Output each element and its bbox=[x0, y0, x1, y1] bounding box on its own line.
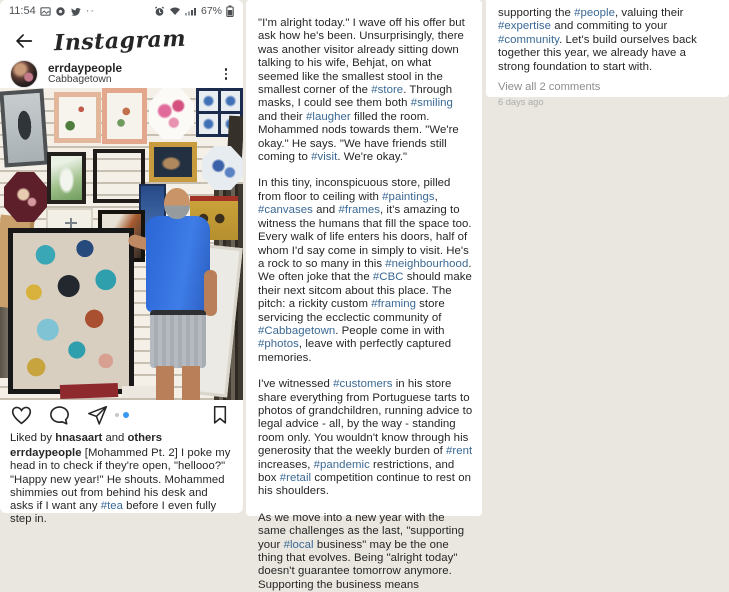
post-timestamp: 6 days ago bbox=[498, 97, 544, 108]
artwork-maroon-octagon bbox=[4, 172, 47, 222]
man-grey-shorts bbox=[150, 310, 206, 368]
paragraph: As we move into a new year with the same challenges as the last, "supporting your #local business" may be the one thing that evolves. Being "alright today" doesn't guarantee tomorrow anymore. Supporting the business means bbox=[258, 511, 465, 591]
comment-button[interactable] bbox=[48, 404, 71, 427]
man-forearm bbox=[204, 270, 217, 316]
instagram-logo: Instagram bbox=[53, 25, 187, 57]
hashtag-link[interactable]: #pandemic bbox=[313, 458, 370, 471]
paragraph: supporting the #people, valuing their #expertise and commiting to your #community. Let's build ourselves back together this year, we already have a strong foundation to start with. bbox=[498, 7, 697, 73]
clock: 11:54 bbox=[9, 5, 36, 17]
user-link[interactable]: others bbox=[127, 432, 162, 444]
hashtag-link[interactable]: #CBC bbox=[372, 271, 404, 284]
large-abstract-painting bbox=[8, 228, 134, 394]
artwork-botanical-1 bbox=[54, 92, 101, 143]
paragraph: "I'm alright today." I wave off his offer but ask how he's been. Unsurprisingly, there was another visitor already sitting down talking to his wife, Behjat, on what seemed like the smallest stool in the smallest corner of the #store. Through masks, I could see them both #smiling and their #laugher filled the room. Mohammed nods towards them. "We're okay." He says. "We have friends still coming to #visit. We're okay." bbox=[258, 17, 465, 164]
caption-text bbox=[246, 0, 482, 592]
man-blue-shirt bbox=[146, 216, 210, 312]
app-header bbox=[0, 22, 243, 60]
user-link[interactable]: hnasaart bbox=[55, 432, 103, 444]
paragraph: In this tiny, inconspicuous store, pilled from floor to ceiling with #paintings, #canvases and #frames, it's amazing to witness the humans that fill the space too. Every walk of life enters his doors, half of whom I'd say come in simply to visit. He's a rock to so many in this #neighbourhood. We often joke that the #CBC should make their next sitcom about this place. The pitch: a rickity custom #framing store servicing the ecclectic community of #Cabbagetown. People come in with #photos, leave with perfectly captured memories. bbox=[258, 177, 472, 364]
status-bar bbox=[0, 0, 243, 22]
post-header bbox=[0, 60, 243, 88]
view-all-comments-link[interactable]: View all 2 comments bbox=[498, 81, 601, 94]
hashtag-link[interactable]: #community bbox=[498, 33, 560, 46]
hashtag-link[interactable]: #canvases bbox=[258, 204, 313, 217]
hashtag-link[interactable]: #laugher bbox=[306, 110, 351, 123]
action-bar bbox=[0, 400, 243, 430]
artwork-gold-frame-photo bbox=[149, 142, 197, 182]
hashtag-link[interactable]: #neighbourhood bbox=[385, 257, 469, 270]
man-leg bbox=[182, 366, 200, 400]
back-button[interactable] bbox=[12, 29, 36, 53]
hashtag-link[interactable]: #customers bbox=[333, 378, 393, 391]
hashtag-link[interactable]: #visit bbox=[311, 151, 338, 164]
hashtag-link[interactable]: #photos bbox=[258, 338, 299, 351]
caption-column-right bbox=[486, 0, 729, 108]
hashtag-link[interactable]: #Cabbagetown bbox=[258, 324, 336, 337]
post-photo[interactable] bbox=[0, 88, 243, 400]
location-link[interactable]: Cabbagetown bbox=[48, 74, 112, 86]
hashtag-link[interactable]: #tea bbox=[100, 500, 123, 513]
battery-percent: 67% bbox=[200, 5, 222, 17]
man-head bbox=[164, 188, 190, 219]
alarm-icon bbox=[154, 6, 165, 17]
hashtag-link[interactable]: #retail bbox=[279, 472, 312, 484]
hashtag-link[interactable]: #paintings bbox=[382, 190, 435, 203]
post-options-button[interactable] bbox=[219, 68, 233, 80]
gallery-icon bbox=[40, 6, 51, 17]
artwork-pink-flowers bbox=[149, 88, 194, 139]
artwork-girl-painting bbox=[47, 152, 86, 204]
hashtag-link[interactable]: #store bbox=[371, 84, 404, 97]
hashtag-link[interactable]: #smiling bbox=[410, 97, 453, 110]
caption-column-middle bbox=[246, 0, 482, 591]
wifi-icon bbox=[169, 6, 181, 16]
red-frame-bottom bbox=[60, 383, 118, 399]
user-link[interactable]: errdaypeople bbox=[10, 447, 82, 459]
carousel-indicator bbox=[115, 412, 129, 418]
artwork-dark-painting bbox=[93, 149, 145, 203]
bookmark-button[interactable] bbox=[209, 404, 231, 426]
hashtag-link[interactable]: #people bbox=[574, 7, 615, 19]
carousel-dot bbox=[115, 413, 119, 417]
caption-text bbox=[486, 0, 729, 74]
hashtag-link[interactable]: #framing bbox=[371, 298, 416, 311]
liked-by-line: Liked by hnasaart and others bbox=[10, 432, 162, 444]
hashtag-link[interactable]: #expertise bbox=[498, 20, 552, 33]
hashtag-link[interactable]: #rent bbox=[446, 445, 473, 458]
artwork-figure-print bbox=[0, 89, 49, 168]
post-caption: errdaypeople [Mohammed Pt. 2] I poke my head in to check if they're open, "hellooo?" "Happy new year!" He shouts. Mohammed shimmies out from behind his desk and asks if I want any #tea before I even fully step in. bbox=[10, 447, 231, 526]
hashtag-link[interactable]: #frames bbox=[338, 204, 380, 217]
overflow-dots-icon: ·· bbox=[85, 4, 96, 17]
share-button[interactable] bbox=[86, 404, 109, 427]
twitter-icon bbox=[70, 6, 82, 17]
like-button[interactable] bbox=[10, 404, 33, 427]
paragraph: I've witnessed #customers in his store share everything from Portuguese tarts to photos of grandchildren, running advice to legal advice - all, by the way - standing room only. You wouldn't know through his generosity that the weekly burden of #rent increases, #pandemic restrictions, and box #retail competition continue to rest on his shoulders. bbox=[258, 378, 473, 498]
hashtag-link[interactable]: #local bbox=[283, 538, 314, 551]
avatar[interactable] bbox=[10, 60, 38, 88]
instagram-post-screenshot bbox=[0, 0, 243, 526]
man-leg bbox=[156, 366, 174, 400]
battery-icon bbox=[226, 5, 234, 17]
carousel-dot-active bbox=[123, 412, 129, 418]
app-dot-icon bbox=[55, 6, 66, 17]
artwork-botanical-2 bbox=[102, 88, 147, 144]
username-link[interactable]: errdaypeople bbox=[48, 60, 123, 75]
signal-icon bbox=[185, 6, 197, 16]
